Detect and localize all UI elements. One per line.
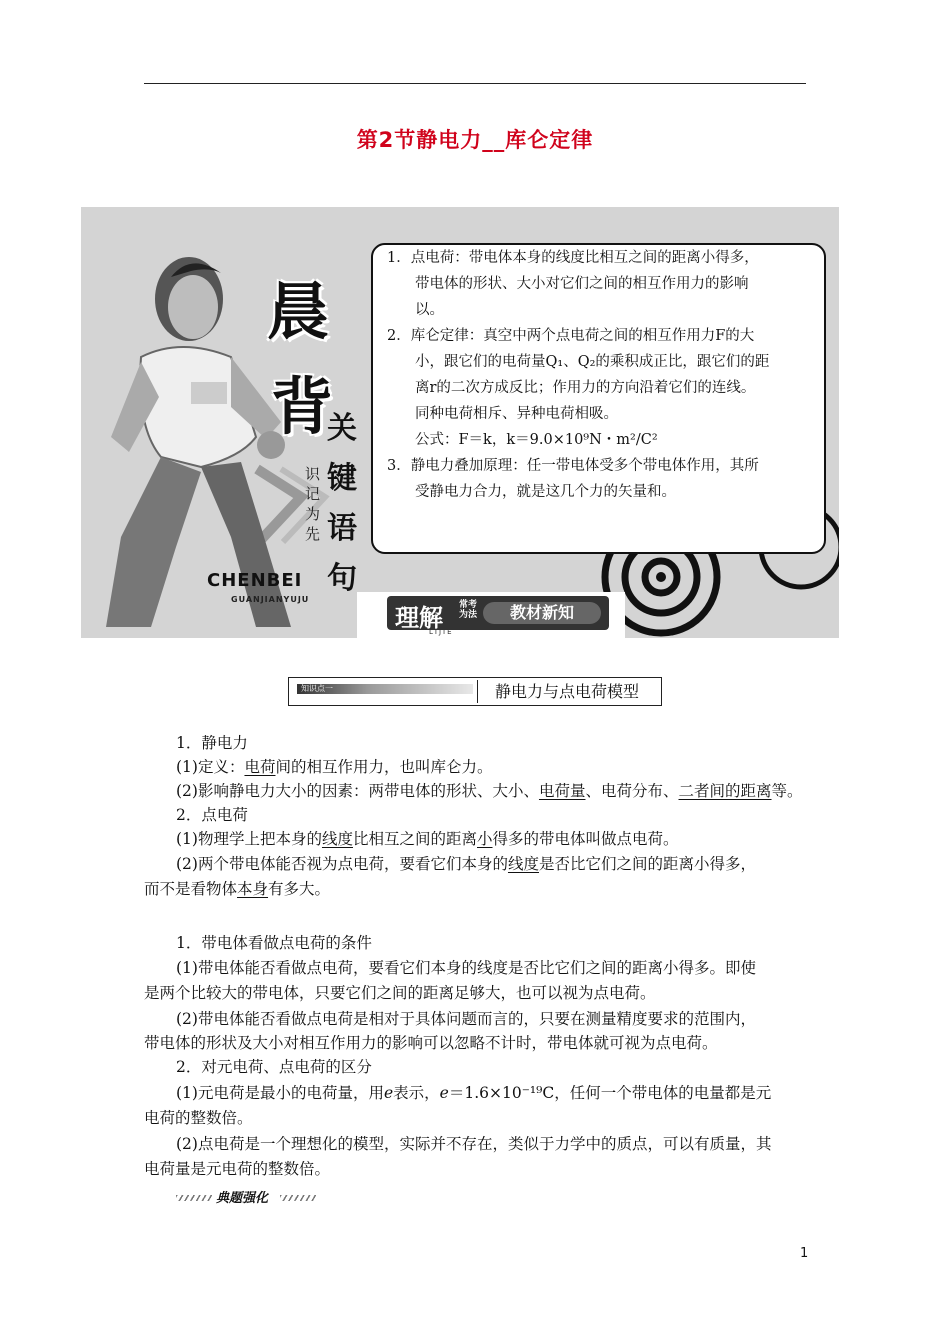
- section-tag: 知识点一: [301, 684, 333, 693]
- section-header: [288, 677, 662, 706]
- text-line: 电荷的整数倍。: [144, 1109, 253, 1127]
- tag-title: 理解: [395, 604, 443, 632]
- vertical-char: 语: [327, 511, 357, 546]
- vertical-char: 关: [327, 411, 357, 446]
- stripe-decoration: [280, 1195, 316, 1201]
- section-title: 静电力与点电荷模型: [495, 682, 640, 701]
- key-point-1: 1．点电荷：带电体本身的线度比相互之间的距离小得多， 带电体的形状、大小对它们之间的相互作用力的影响 以。: [387, 250, 759, 318]
- banner-char-bei: 背: [271, 370, 334, 443]
- vertical-small-char: 记: [305, 485, 321, 503]
- text-line: 电荷量是元电荷的整数倍。: [144, 1160, 331, 1178]
- tag-pill: 教材新知: [483, 602, 601, 624]
- brand-subtext: GUANJIANYUJU: [231, 595, 310, 604]
- tag-mid-text: 常考为法: [459, 600, 478, 620]
- header-rule: [144, 83, 806, 84]
- text-line: 1．带电体看做点电荷的条件: [176, 934, 372, 952]
- dianti-label: 典题强化: [216, 1191, 269, 1206]
- text-line: (1)元电荷是最小的电荷量，用e表示，e＝1.6×10⁻¹⁹C，任何一个带电体的电量都是元: [176, 1084, 772, 1102]
- dianti-heading: [176, 1186, 326, 1208]
- text-line: (2)两个带电体能否视为点电荷，要看它们本身的线度是否比它们之间的距离小得多，: [176, 855, 756, 873]
- key-points-box: [371, 243, 826, 554]
- page-title: 第2节静电力__库仑定律: [356, 128, 594, 152]
- text-line: 是两个比较大的带电体，只要它们之间的距离足够大，也可以视为点电荷。: [144, 984, 656, 1002]
- key-point-3: 3．静电力叠加原理：任一带电体受多个带电体作用，其所 受静电力合力，就是这几个力的矢量和。: [387, 458, 759, 500]
- tag-subtext: LIJIE: [429, 628, 454, 636]
- vertical-small-char: 识: [305, 465, 321, 483]
- text-line: 2．点电荷: [176, 806, 248, 824]
- vertical-char: 句: [327, 561, 357, 596]
- page-number: 1: [800, 1246, 809, 1261]
- text-line: 而不是看物体本身有多大。: [144, 880, 331, 898]
- text-line: (2)带电体能否看做点电荷是相对于具体问题而言的，只要在测量精度要求的范围内，: [176, 1010, 756, 1028]
- vertical-small-char: 为: [305, 505, 321, 523]
- section-tag-bar: [297, 684, 473, 694]
- text-line: 2．对元电荷、点电荷的区分: [176, 1058, 372, 1076]
- text-line: (1)物理学上把本身的线度比相互之间的距离小得多的带电体叫做点电荷。: [176, 830, 679, 848]
- stripe-decoration: [176, 1195, 212, 1201]
- banner-char-chen: 晨: [267, 275, 330, 348]
- vertical-char: 键: [327, 461, 357, 496]
- banner: [81, 207, 839, 638]
- text-line: 带电体的形状及大小对相互作用力的影响可以忽略不计时，带电体就可视为点电荷。: [144, 1034, 718, 1052]
- text-line: (1)带电体能否看做点电荷，要看它们本身的线度是否比它们之间的距离小得多。即使: [176, 959, 756, 977]
- text-line: (2)点电荷是一个理想化的模型，实际并不存在，类似于力学中的质点，可以有质量，其: [176, 1135, 772, 1153]
- brand-text: CHENBEI: [207, 570, 303, 591]
- vertical-small-char: 先: [305, 525, 321, 543]
- text-line: (2)影响静电力大小的因素：两带电体的形状、大小、电荷量、电荷分布、二者间的距离等。: [176, 782, 803, 800]
- text-line: (1)定义：电荷间的相互作用力，也叫库仑力。: [176, 758, 493, 776]
- text-line: 1．静电力: [176, 734, 248, 752]
- lijie-tag: [357, 592, 625, 638]
- key-point-2: 2．库仑定律：真空中两个点电荷之间的相互作用力F的大 小，跟它们的电荷量Q₁、Q₂的乘积成正比，跟它们的距 离r的二次方成反比；作用力的方向沿着它们的连线。 同种电荷相斥、异种电荷相吸。 公式：F＝k，k＝9.0×10⁹N・m²/C²: [387, 328, 770, 448]
